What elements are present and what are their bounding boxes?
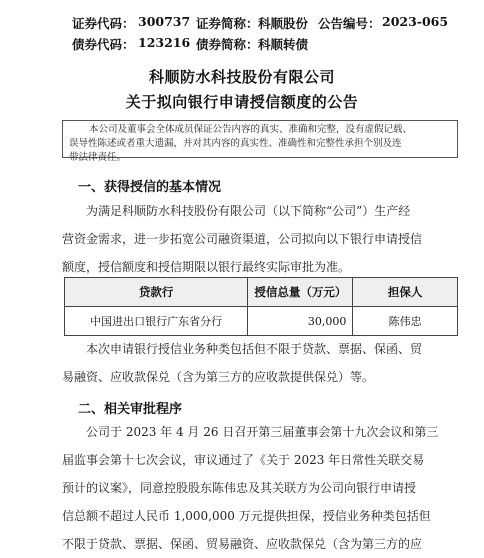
section1-paragraph-1 [62, 197, 458, 281]
paragraph-line: 营资金需求，进一步拓宽公司融资渠道，公司拟向以下银行申请授信 [62, 232, 423, 246]
stock-abbr: 科顺股份 [258, 16, 309, 31]
bond-code-label: 债券代码： [72, 37, 135, 52]
stock-code: 300737 [138, 14, 191, 29]
disclaimer-line: 误导性陈述或者重大遗漏，并对其内容的真实性、准确性和完整性承担个别及连 [69, 138, 402, 149]
paragraph-line: 公司于 2023 年 4 月 26 日召开第三届董事会第十九次会议和第三 [86, 425, 439, 439]
section-heading-2: 二、相关审批程序 [78, 402, 183, 417]
cell-bank: 中国进出口银行广东省分行 [65, 307, 248, 336]
company-title: 科顺防水科技股份有限公司 [148, 68, 335, 86]
paragraph-line: 本次申请银行授信业务种类包括但不限于贷款、票据、保函、贸 [86, 342, 423, 356]
bond-abbr: 科顺转债 [258, 37, 309, 52]
cell-amount: 30,000 [248, 307, 353, 336]
paragraph-line: 额度，授信额度和授信期限以银行最终实际审批为准。 [62, 260, 351, 274]
table-row [65, 307, 458, 336]
disclaimer-line: 带法律责任。 [69, 152, 127, 163]
cell-guarantor: 陈伟忠 [353, 307, 458, 336]
column-header-bank: 贷款行 [65, 278, 248, 307]
paragraph-line: 易融资、应收款保兑（含为第三方的应收款提供保兑）等。 [62, 370, 375, 384]
section2-paragraph-1 [62, 418, 458, 558]
notice-number-label: 公告编号： [318, 16, 381, 31]
section-heading-1: 一、获得授信的基本情况 [78, 180, 222, 195]
disclaimer-box [62, 120, 458, 163]
table-header-row [65, 278, 458, 307]
disclaimer-line: 本公司及董事会全体成员保证公告内容的真实、准确和完整，没有虚假记载、 [89, 124, 413, 135]
section1-paragraph-2 [62, 335, 458, 391]
stock-code-label: 证券代码： [72, 16, 135, 31]
credit-table [64, 277, 458, 336]
column-header-guarantor: 担保人 [353, 278, 458, 307]
bond-code: 123216 [138, 35, 191, 50]
paragraph-line: 预计的议案》，同意控股股东陈伟忠及其关联方为公司向银行申请授 [62, 481, 417, 495]
paragraph-line: 不限于贷款、票据、保函、贸易融资、应收款保兑（含为第三方的应 [62, 537, 423, 551]
notice-number: 2023-065 [382, 14, 449, 29]
column-header-amount: 授信总量（万元） [248, 278, 353, 307]
paragraph-line: 信总额不超过人民币 1,000,000 万元提供担保，授信业务种类包括但 [62, 509, 431, 523]
paragraph-line: 为满足科顺防水科技股份有限公司（以下简称“公司”）生产经 [86, 204, 411, 218]
stock-abbr-label: 证券简称： [196, 16, 259, 31]
paragraph-line: 届监事会第十七次会议，审议通过了《关于 2023 年日常性关联交易 [62, 453, 425, 467]
announcement-title: 关于拟向银行申请授信额度的公告 [125, 93, 359, 111]
bond-abbr-label: 债券简称： [196, 37, 259, 52]
